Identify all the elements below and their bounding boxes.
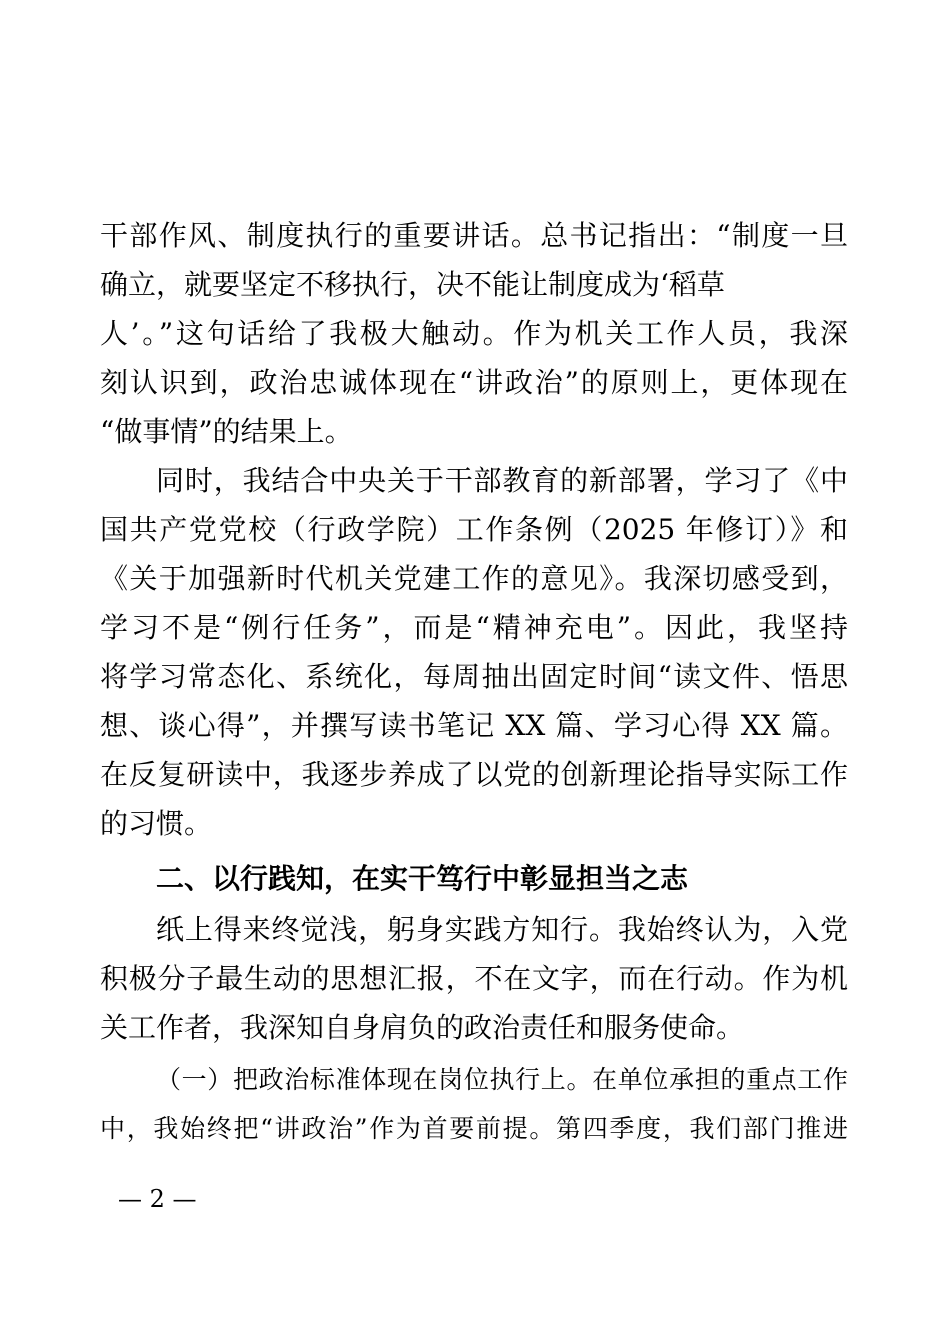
- body-text-line: 想、谈心得”，并撰写读书笔记 XX 篇、学习心得 XX 篇。: [100, 709, 848, 742]
- paragraph-first-line: 纸上得来终觉浅，躬身实践方知行。我始终认为，入党: [156, 913, 848, 946]
- body-text-line: 积极分子最生动的思想汇报，不在文字，而在行动。作为机: [100, 962, 848, 995]
- body-text-line: 中，我始终把“讲政治”作为首要前提。第四季度，我们部门推进: [100, 1114, 848, 1143]
- body-text-line: 将学习常态化、系统化，每周抽出固定时间“读文件、悟思: [100, 660, 848, 693]
- paragraph-first-line: 同时，我结合中央关于干部教育的新部署，学习了《中: [156, 464, 848, 497]
- body-text-line: 国共产党党校（行政学院）工作条例（2025 年修订）》和: [100, 513, 848, 546]
- body-text-line: 的习惯。: [100, 807, 213, 840]
- body-text-line: 《关于加强新时代机关党建工作的意见》。我深切感受到，: [100, 562, 848, 595]
- body-text-line: 确立，就要坚定不移执行，决不能让制度成为‘稻草: [100, 268, 725, 301]
- body-text-line: 学习不是“例行任务”，而是“精神充电”。因此，我坚持: [100, 611, 848, 644]
- subsection-first-line: （一）把政治标准体现在岗位执行上。在单位承担的重点工作: [156, 1065, 848, 1094]
- body-text-line: 在反复研读中，我逐步养成了以党的创新理论指导实际工作: [100, 758, 848, 791]
- body-text-line: “做事情”的结果上。: [100, 415, 353, 448]
- body-text-line: 干部作风、制度执行的重要讲话。总书记指出：“制度一旦: [100, 219, 848, 252]
- section-heading: 二、以行践知，在实干笃行中彰显担当之志: [156, 862, 689, 895]
- body-text-line: 人’。”这句话给了我极大触动。作为机关工作人员，我深: [100, 317, 848, 350]
- body-text-line: 关工作者，我深知自身肩负的政治责任和服务使命。: [100, 1011, 745, 1044]
- page-number: — 2 —: [118, 1185, 197, 1213]
- body-text-line: 刻认识到，政治忠诚体现在“讲政治”的原则上，更体现在: [100, 366, 848, 399]
